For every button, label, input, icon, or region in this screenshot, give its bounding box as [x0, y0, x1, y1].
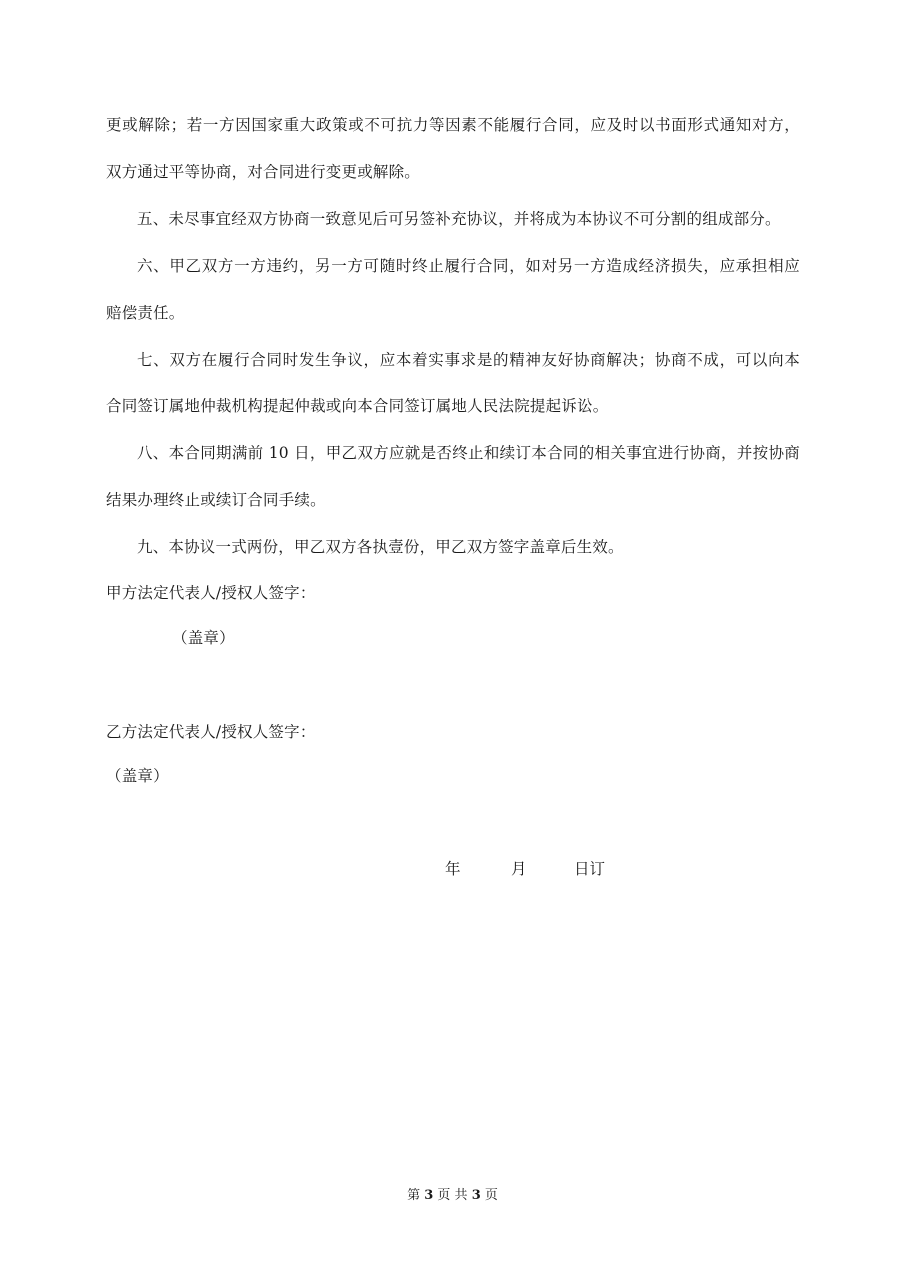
date-day: 日订 [574, 860, 606, 878]
clause-8: 八、本合同期满前 10 日，甲乙双方应就是否终止和续订本合同的相关事宜进行协商，并按协商 [137, 444, 800, 462]
footer-prefix: 第 [407, 1188, 421, 1203]
paragraph-line: 双方通过平等协商，对合同进行变更或解除。 [106, 163, 421, 181]
party-b-seal: （盖章） [106, 767, 169, 785]
page-footer [0, 1187, 905, 1205]
total-page-number: 3 [471, 1188, 481, 1203]
clause-9: 九、本协议一式两份，甲乙双方各执壹份，甲乙双方签字盖章后生效。 [137, 538, 624, 556]
footer-suffix: 页 [484, 1188, 498, 1203]
paragraph-line: 更或解除；若一方因国家重大政策或不可抗力等因素不能履行合同，应及时以书面形式通知对方， [106, 116, 800, 134]
date-month: 月 [511, 860, 527, 878]
party-a-seal: （盖章） [172, 629, 235, 647]
footer-mid: 页 共 [437, 1188, 468, 1203]
clause-6: 六、甲乙双方一方违约，另一方可随时终止履行合同，如对另一方造成经济损失，应承担相应 [137, 257, 800, 275]
current-page-number: 3 [424, 1188, 434, 1203]
paragraph-line: 结果办理终止或续订合同手续。 [106, 491, 326, 509]
clause-5: 五、未尽事宜经双方协商一致意见后可另签补充协议，并将成为本协议不可分割的组成部分。 [137, 210, 781, 228]
party-b-signature-label: 乙方法定代表人/授权人签字： [106, 723, 316, 741]
date-year: 年 [445, 860, 461, 878]
paragraph-line: 合同签订属地仲裁机构提起仲裁或向本合同签订属地人民法院提起诉讼。 [106, 397, 609, 415]
party-a-signature-label: 甲方法定代表人/授权人签字： [106, 584, 316, 602]
paragraph-line: 赔偿责任。 [106, 304, 185, 322]
clause-7: 七、双方在履行合同时发生争议，应本着实事求是的精神友好协商解决；协商不成，可以向本 [137, 351, 800, 369]
